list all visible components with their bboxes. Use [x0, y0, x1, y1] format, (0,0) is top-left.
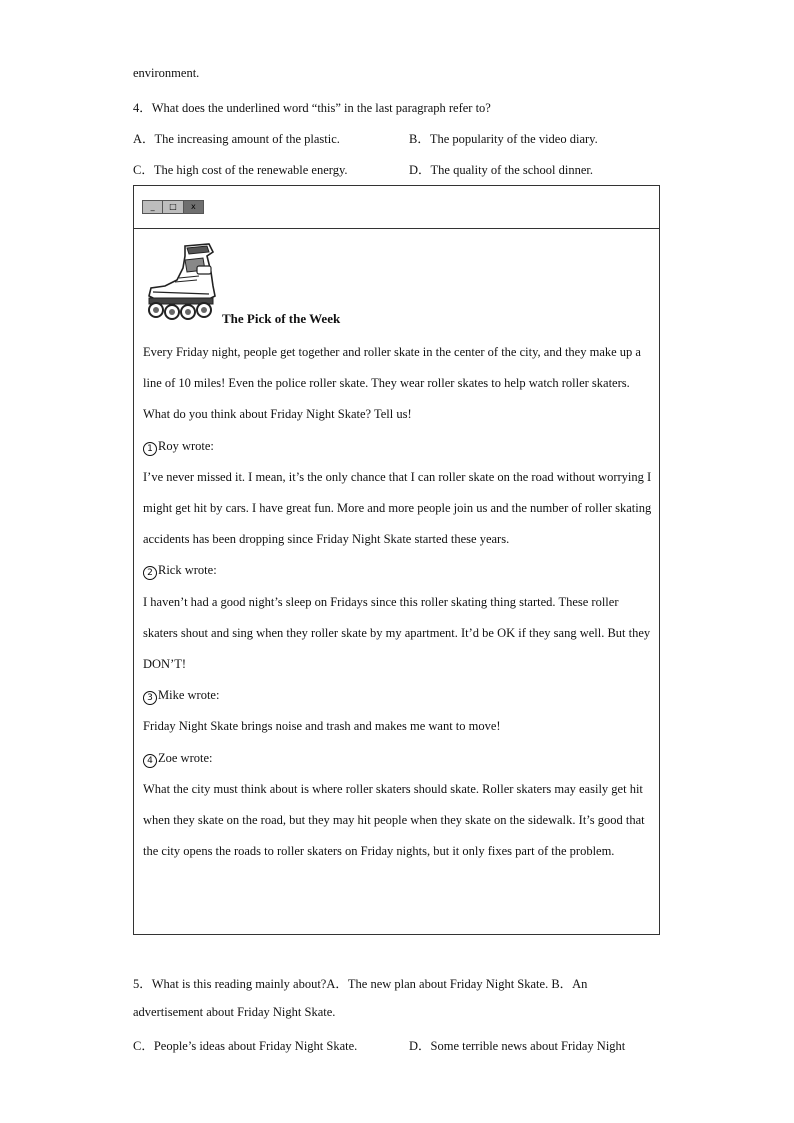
number-4-badge: 4: [143, 754, 157, 768]
post-author: Zoe wrote:: [158, 750, 213, 765]
question-5-line1: 5．What is this reading mainly about?A．The new plan about Friday Night Skate. B．An: [133, 977, 588, 991]
pick-of-the-week-title: The Pick of the Week: [222, 311, 341, 326]
number-3-badge: 3: [143, 691, 157, 705]
post-author: Rick wrote:: [158, 563, 217, 578]
q5-option-d: D．Some terrible news about Friday Night: [409, 1039, 626, 1053]
post-header-zoe: [143, 743, 655, 774]
post-header-rick: [143, 555, 655, 586]
roller-skate-icon: [143, 242, 219, 320]
post-text-mike: Friday Night Skate brings noise and trash and makes me want to move!: [143, 719, 501, 734]
q4-option-b: B．The popularity of the video diary.: [409, 132, 598, 146]
post-header-mike: [143, 680, 655, 711]
post-author: Roy wrote:: [158, 438, 214, 453]
minimize-button[interactable]: _: [143, 201, 163, 213]
window-titlebar: [134, 186, 659, 229]
q4-option-d: D．The quality of the school dinner.: [409, 163, 593, 177]
q5-option-c: C．People’s ideas about Friday Night Skate.: [133, 1039, 358, 1053]
close-button[interactable]: x: [184, 201, 203, 213]
post-text-zoe: What the city must think about is where roller skaters should skate. Roller skaters may easily get hit when they skate on the road, but they may hit people when they skate on the sidewalk. It’s good that the city opens the roads to roller skaters on Friday nights, but it only fixes part of the problem.: [143, 781, 645, 859]
post-author: Mike wrote:: [158, 688, 220, 703]
post-text-rick: I haven’t had a good night’s sleep on Fridays since this roller skating thing started. These roller skaters shout and sing when they roller skate by my apartment. It’d be OK if they sang well. But they DON’T!: [143, 594, 651, 672]
question-5-line2: advertisement about Friday Night Skate.: [133, 1005, 336, 1019]
forum-body: [143, 337, 655, 867]
forum-window: [133, 185, 660, 935]
line-environment: environment.: [133, 66, 200, 80]
question-4: 4．What does the underlined word “this” in the last paragraph refer to?: [133, 101, 491, 115]
window-controls: [142, 200, 204, 214]
number-2-badge: 2: [143, 566, 157, 580]
post-text-roy: I’ve never missed it. I mean, it’s the only chance that I can roller skate on the road without worrying I might get hit by cars. I have great fun. More and more people join us and the number of roller skating accidents has been dropping since Friday Night Skate started these years.: [143, 469, 652, 547]
number-1-badge: 1: [143, 442, 157, 456]
q4-option-c: C．The high cost of the renewable energy.: [133, 163, 348, 177]
maximize-button[interactable]: □: [163, 201, 183, 213]
q4-option-a: A．The increasing amount of the plastic.: [133, 132, 340, 146]
post-header-roy: [143, 431, 655, 462]
intro-paragraph: Every Friday night, people get together and roller skate in the center of the city, and they make up a line of 10 miles! Even the police roller skate. They wear roller skates to help watch roller skaters. What do you think about Friday Night Skate? Tell us!: [143, 345, 641, 422]
